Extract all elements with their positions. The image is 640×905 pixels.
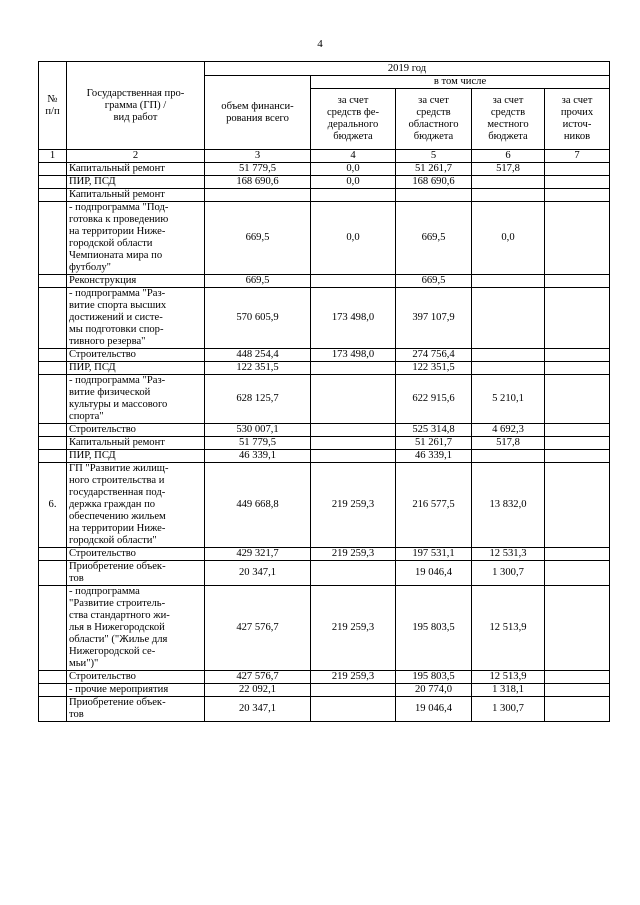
row-other	[545, 671, 610, 684]
row-other	[545, 586, 610, 671]
table-row	[39, 424, 610, 437]
row-number	[39, 349, 67, 362]
row-other	[545, 561, 610, 586]
column-number: 2	[67, 150, 205, 163]
row-local	[472, 288, 545, 349]
row-number	[39, 437, 67, 450]
table-row	[39, 697, 610, 722]
row-local: 1 318,1	[472, 684, 545, 697]
row-total: 530 007,1	[205, 424, 311, 437]
row-other	[545, 202, 610, 275]
row-total: 669,5	[205, 275, 311, 288]
row-local: 0,0	[472, 202, 545, 275]
header-including: в том числе	[311, 76, 610, 89]
row-other	[545, 375, 610, 424]
header-federal: за счет средств фе- дерального бюджета	[311, 89, 396, 150]
row-regional: 51 261,7	[396, 163, 472, 176]
row-total: 122 351,5	[205, 362, 311, 375]
row-total: 570 605,9	[205, 288, 311, 349]
row-total: 51 779,5	[205, 163, 311, 176]
column-number: 4	[311, 150, 396, 163]
row-regional	[396, 189, 472, 202]
row-name: Строительство	[67, 424, 205, 437]
row-name: Строительство	[67, 671, 205, 684]
row-number	[39, 176, 67, 189]
row-name: - подпрограмма "Развитие строитель- ства стандартного жи- лья в Нижегородской области" ("Жилье для Нижегородской се- мьи")"	[67, 586, 205, 671]
page-number: 4	[317, 38, 323, 50]
row-number	[39, 548, 67, 561]
row-number	[39, 684, 67, 697]
row-name: Строительство	[67, 548, 205, 561]
row-other	[545, 349, 610, 362]
row-local	[472, 362, 545, 375]
row-number	[39, 275, 67, 288]
row-total: 20 347,1	[205, 697, 311, 722]
column-number: 3	[205, 150, 311, 163]
table-row	[39, 463, 610, 548]
row-federal: 0,0	[311, 176, 396, 189]
row-number	[39, 697, 67, 722]
row-total: 51 779,5	[205, 437, 311, 450]
row-regional: 19 046,4	[396, 697, 472, 722]
row-total: 168 690,6	[205, 176, 311, 189]
row-local: 517,8	[472, 163, 545, 176]
row-local: 13 832,0	[472, 463, 545, 548]
row-local	[472, 176, 545, 189]
row-regional: 20 774,0	[396, 684, 472, 697]
row-regional: 274 756,4	[396, 349, 472, 362]
table-row	[39, 437, 610, 450]
header-other: за счет прочих источ- ников	[545, 89, 610, 150]
row-total: 628 125,7	[205, 375, 311, 424]
row-federal: 173 498,0	[311, 349, 396, 362]
row-federal: 0,0	[311, 163, 396, 176]
column-number: 7	[545, 150, 610, 163]
row-regional: 669,5	[396, 202, 472, 275]
row-other	[545, 163, 610, 176]
row-name: ПИР, ПСД	[67, 176, 205, 189]
row-federal: 173 498,0	[311, 288, 396, 349]
row-federal: 219 259,3	[311, 586, 396, 671]
table-row	[39, 362, 610, 375]
row-name: Строительство	[67, 349, 205, 362]
row-regional: 397 107,9	[396, 288, 472, 349]
row-federal	[311, 697, 396, 722]
table-row	[39, 288, 610, 349]
row-number	[39, 163, 67, 176]
row-name: Капитальный ремонт	[67, 437, 205, 450]
row-number	[39, 561, 67, 586]
row-federal	[311, 684, 396, 697]
row-local: 12 531,3	[472, 548, 545, 561]
header-year: 2019 год	[205, 62, 610, 76]
row-name: ГП "Развитие жилищ- ного строительства и государственная под- держка граждан по обеспечению жильем на территории Ниже- городской области"	[67, 463, 205, 548]
table-row	[39, 561, 610, 586]
table-row	[39, 163, 610, 176]
table-row	[39, 375, 610, 424]
row-number	[39, 202, 67, 275]
row-name: - подпрограмма "Под- готовка к проведению на территории Ниже- городской области Чемпионата мира по футболу"	[67, 202, 205, 275]
row-number	[39, 424, 67, 437]
row-local: 517,8	[472, 437, 545, 450]
table-row	[39, 349, 610, 362]
row-regional: 669,5	[396, 275, 472, 288]
row-number	[39, 586, 67, 671]
row-total: 427 576,7	[205, 586, 311, 671]
row-other	[545, 189, 610, 202]
row-name: Приобретение объек- тов	[67, 697, 205, 722]
row-total: 449 668,8	[205, 463, 311, 548]
financing-table	[38, 61, 610, 722]
row-local	[472, 349, 545, 362]
row-total	[205, 189, 311, 202]
row-local: 1 300,7	[472, 561, 545, 586]
row-other	[545, 697, 610, 722]
row-regional: 197 531,1	[396, 548, 472, 561]
column-number-row	[39, 150, 610, 163]
row-total: 669,5	[205, 202, 311, 275]
row-name: ПИР, ПСД	[67, 362, 205, 375]
table-row	[39, 189, 610, 202]
row-number	[39, 375, 67, 424]
row-regional: 19 046,4	[396, 561, 472, 586]
row-local: 5 210,1	[472, 375, 545, 424]
row-regional: 168 690,6	[396, 176, 472, 189]
row-regional: 46 339,1	[396, 450, 472, 463]
row-other	[545, 463, 610, 548]
column-number: 6	[472, 150, 545, 163]
row-regional: 195 803,5	[396, 586, 472, 671]
row-local	[472, 275, 545, 288]
row-regional: 51 261,7	[396, 437, 472, 450]
row-total: 46 339,1	[205, 450, 311, 463]
row-federal	[311, 189, 396, 202]
row-federal: 0,0	[311, 202, 396, 275]
row-other	[545, 362, 610, 375]
row-name: - прочие мероприятия	[67, 684, 205, 697]
row-name: Приобретение объек- тов	[67, 561, 205, 586]
row-total: 448 254,4	[205, 349, 311, 362]
table-row	[39, 671, 610, 684]
row-number	[39, 671, 67, 684]
table-row	[39, 450, 610, 463]
row-federal	[311, 362, 396, 375]
row-total: 429 321,7	[205, 548, 311, 561]
row-local	[472, 189, 545, 202]
row-federal: 219 259,3	[311, 463, 396, 548]
row-regional: 525 314,8	[396, 424, 472, 437]
header-regional: за счет средств областного бюджета	[396, 89, 472, 150]
row-other	[545, 176, 610, 189]
table-row	[39, 586, 610, 671]
row-federal	[311, 424, 396, 437]
row-federal	[311, 450, 396, 463]
row-local: 12 513,9	[472, 671, 545, 684]
row-number	[39, 288, 67, 349]
row-name: - подпрограмма "Раз- витие спорта высших достижений и систе- мы подготовки спор- тивного резерва"	[67, 288, 205, 349]
table-row	[39, 275, 610, 288]
row-total: 22 092,1	[205, 684, 311, 697]
row-regional: 216 577,5	[396, 463, 472, 548]
header-num: № п/п	[39, 62, 67, 150]
row-local: 12 513,9	[472, 586, 545, 671]
row-regional: 122 351,5	[396, 362, 472, 375]
row-federal	[311, 275, 396, 288]
row-other	[545, 548, 610, 561]
column-number: 5	[396, 150, 472, 163]
row-regional: 195 803,5	[396, 671, 472, 684]
row-other	[545, 288, 610, 349]
row-name: Капитальный ремонт	[67, 163, 205, 176]
header-program: Государственная про- грамма (ГП) / вид работ	[67, 62, 205, 150]
row-name: ПИР, ПСД	[67, 450, 205, 463]
row-federal	[311, 561, 396, 586]
table-row	[39, 684, 610, 697]
row-local: 4 692,3	[472, 424, 545, 437]
row-total: 427 576,7	[205, 671, 311, 684]
row-number	[39, 362, 67, 375]
table-row	[39, 176, 610, 189]
row-regional: 622 915,6	[396, 375, 472, 424]
row-local	[472, 450, 545, 463]
row-federal: 219 259,3	[311, 548, 396, 561]
row-federal	[311, 375, 396, 424]
row-total: 20 347,1	[205, 561, 311, 586]
row-name: Капитальный ремонт	[67, 189, 205, 202]
row-number	[39, 189, 67, 202]
row-local: 1 300,7	[472, 697, 545, 722]
row-other	[545, 424, 610, 437]
row-federal	[311, 437, 396, 450]
row-other	[545, 437, 610, 450]
column-number: 1	[39, 150, 67, 163]
row-federal: 219 259,3	[311, 671, 396, 684]
row-other	[545, 275, 610, 288]
row-other	[545, 450, 610, 463]
row-other	[545, 684, 610, 697]
table-row	[39, 548, 610, 561]
row-name: - подпрограмма "Раз- витие физической культуры и массового спорта"	[67, 375, 205, 424]
table-row	[39, 202, 610, 275]
header-total: объем финанси- рования всего	[205, 76, 311, 150]
row-number	[39, 450, 67, 463]
row-name: Реконструкция	[67, 275, 205, 288]
header-local: за счет средств местного бюджета	[472, 89, 545, 150]
row-number: 6.	[39, 463, 67, 548]
